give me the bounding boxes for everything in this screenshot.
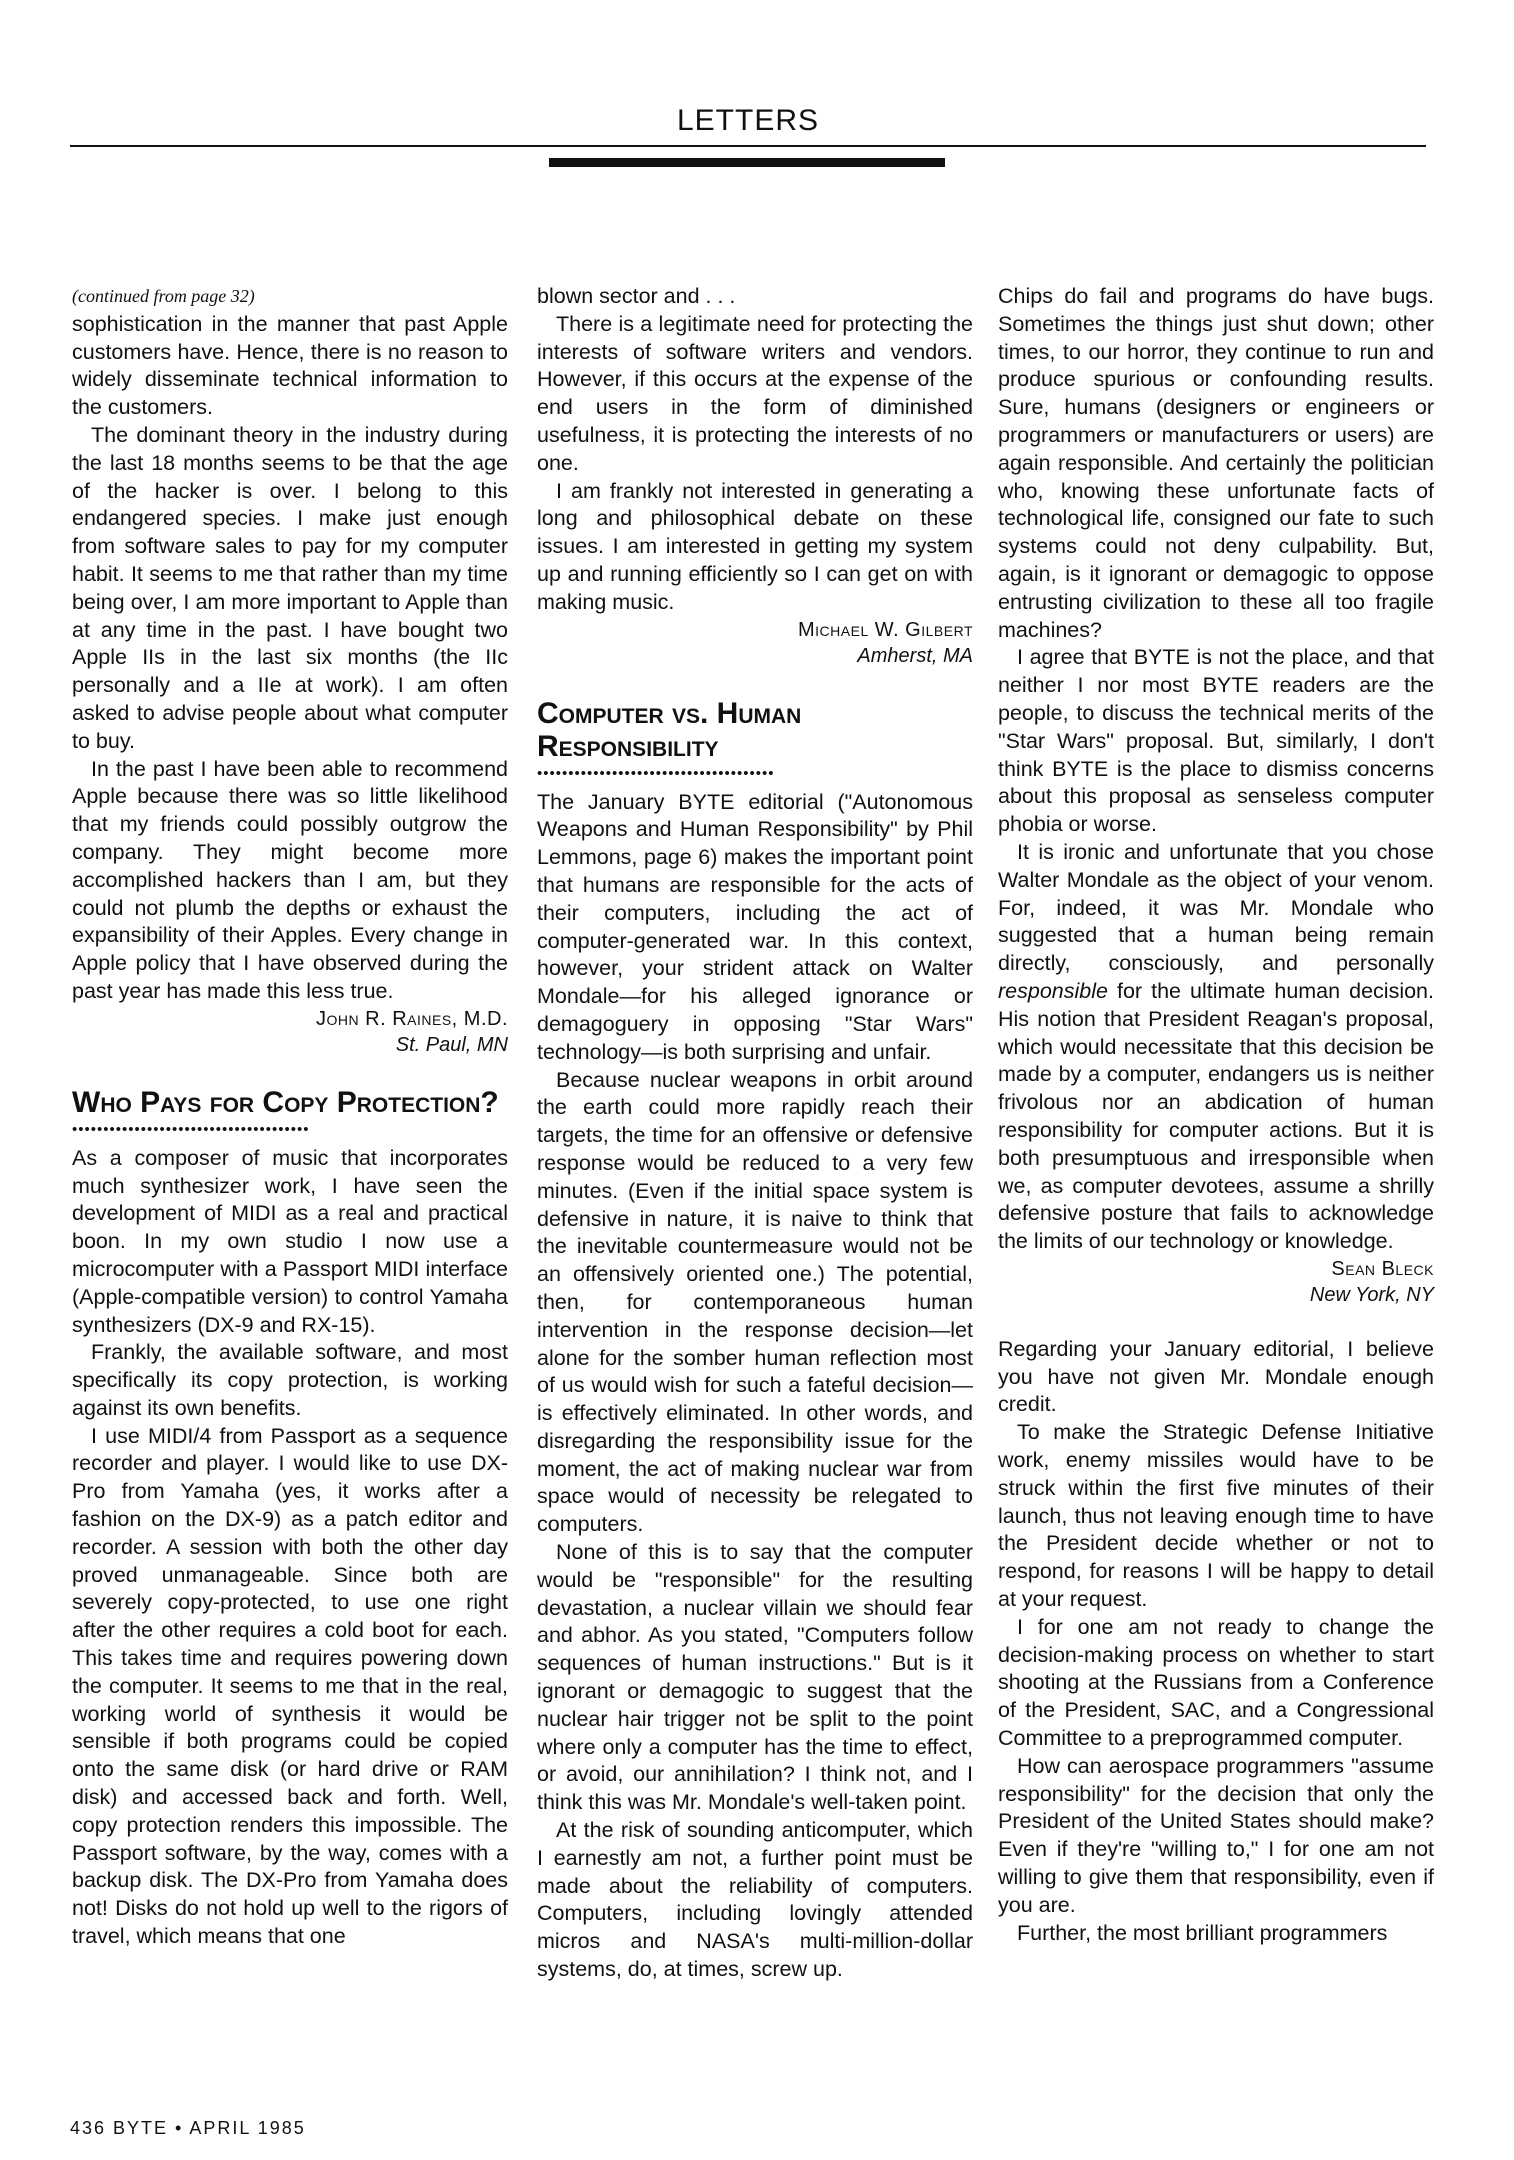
paragraph — [998, 839, 1434, 1256]
signature-place: New York, NY — [1309, 1283, 1434, 1306]
heading-dots: •••••••••••••••••••••••••••••••••••••• — [72, 1120, 310, 1138]
paragraph: I for one am not ready to change the decision-making process on whether to start shooting at the Russians from a Conference of the President, SAC, and a Congressional Committee to a preprogrammed computer. — [998, 1614, 1434, 1751]
page-footer: 436 BYTE • APRIL 1985 — [70, 2118, 306, 2138]
letter-heading: Computer vs. Human Responsibility — [537, 696, 802, 763]
paragraph: Chips do fail and programs do have bugs. Sometimes the things just shut down; other times, to our horror, they continue to run and produce spurious or confounding results. Sure, humans (designers or engineers or programmers or manufacturers or users) are again responsible. And certainly the politician who, knowing these unfortunate facts of technological life, consigned our fate to such systems could not deny culpability. But, again, is it ignorant or demagogic to oppose entrusting civilization to these all too fragile machines? — [998, 284, 1434, 642]
paragraph: Frankly, the available software, and most specifically its copy protection, is working against its own benefits. — [72, 1340, 508, 1420]
paragraph: None of this is to say that the computer would be "responsible" for the resulting devastation, a nuclear villain we should fear and abhor. As you stated, "Computers follow sequences of human instructions." But is it ignorant or demagogic to suggest that the nuclear hair trigger not be split to the point where only a computer has the time to effect, or avoid, our annihilation? I think not, and I think this was Mr. Mondale's well-taken point. — [537, 1540, 973, 1815]
paragraph: How can aerospace programmers "assume responsibility" for the decision that only the President of the United States should make? Even if they're "willing to," I for one am not willing to give them that responsibility, even if you are. — [998, 1753, 1434, 1917]
paragraph: In the past I have been able to recommend Apple because there was so little likelihood that my friends could possibly outgrow the company. They might become more accomplished hackers than I am, but they could not plumb the depths or exhaust the expansibility of their Apples. Every change in Apple policy that I have observed during the past year has made this less true. — [72, 756, 508, 1003]
section-header: LETTERS — [676, 104, 820, 137]
header-bar — [549, 158, 945, 167]
signature-name: John R. Raines, M.D. — [315, 1007, 508, 1030]
spacer — [998, 1308, 1434, 1336]
paragraph: Because nuclear weapons in orbit around the earth could more rapidly reach their targets, the time for an offensive or defensive response would be reduced to a very few minutes. (Even if the initial space system is defensive in nature, it is naive to think that the inevitable countermeasure would not be an offensively oriented one.) The potential, then, for contemporaneous human intervention in the response decision—let alone for the somber human reflection most of us would wish for such a fateful decision—is effectively eliminated. In other words, and disregarding the responsibility issue for the moment, the act of making nuclear war from space would of necessity be relegated to computers. — [537, 1067, 973, 1537]
continued-note: (continued from page 32) — [72, 286, 255, 306]
paragraph: Regarding your January editorial, I believe you have not given Mr. Mondale enough credit. — [998, 1336, 1434, 1417]
paragraph: I use MIDI/4 from Passport as a sequence recorder and player. I would like to use DX-Pro from Yamaha (yes, it works after a fashion on the DX-9) as a patch editor and recorder. A session with both the other day proved unmanageable. Since both are severely copy-protected, to use one right after the other requires a cold boot for each. This takes time and requires powering down the computer. It seems to me that in the real, working world of synthesis it would be sensible if both programs could be copied onto the same disk (or hard drive or RAM disk) and accessed back and forth. Well, copy protection renders this impossible. The Passport software, by the way, comes with a backup disk. The DX-Pro from Yamaha does not! Disks do not hold up well to the rigors of travel, which means that one — [72, 1423, 508, 1949]
paragraph: blown sector and . . . — [537, 284, 736, 308]
text-run: for the ultimate human decision. His notion that President Reagan's proposal, which would necessitate that this decision be made by a computer, endangers us is neither frivolous nor an abdication of human responsibility for computer actions. But it is both presumptuous and irresponsible when we, as computer devotees, assume a shrilly defensive posture that fails to acknowledge the limits of our technology or knowledge. — [998, 978, 1434, 1254]
paragraph: The January BYTE editorial ("Autonomous Weapons and Human Responsibility" by Phil Lemmons, page 6) makes the important point that humans are responsible for the acts of their computers, including the act of computer-generated war. In this context, however, your strident attack on Walter Mondale—for his alleged ignorance or demagoguery in opposing "Star Wars" technology—is both surprising and unfair. — [537, 789, 973, 1064]
paragraph: There is a legitimate need for protecting the interests of software writers and vendors. However, if this occurs at the expense of the end users in the form of diminished usefulness, it is protecting the interests of no one. — [537, 311, 973, 475]
paragraph: As a composer of music that incorporates much synthesizer work, I have seen the development of MIDI as a real and practical boon. In my own studio I now use a microcomputer with a Passport MIDI interface (Apple-compatible version) to control Yamaha synthesizers (DX-9 and RX-15). — [72, 1145, 508, 1337]
signature — [537, 617, 973, 669]
paragraph: To make the Strategic Defense Initiative work, enemy missiles would have to be struck within the first five minutes of their launch, thus not leaving enough time to have the President decide whether or not to respond, for reasons I will be happy to detail at your request. — [998, 1420, 1434, 1612]
text-run: It is ironic and unfortunate that you chose Walter Mondale as the object of your venom. For, indeed, it was Mr. Mondale who suggested that a human being remain directly, consciously, and personally — [998, 839, 1434, 976]
signature-name: Michael W. Gilbert — [798, 618, 973, 641]
signature-place: Amherst, MA — [857, 644, 973, 667]
paragraph: sophistication in the manner that past Apple customers have. Hence, there is no reason to widely disseminate technical information to the customers. — [72, 311, 508, 420]
heading-dots: •••••••••••••••••••••••••••••••••••••• — [537, 764, 775, 782]
paragraph: At the risk of sounding anticomputer, which I earnestly am not, a further point must be made about the reliability of computers. Computers, including lovingly attended micros and NASA's multi-million-dollar systems, do, at times, screw up. — [537, 1818, 973, 1982]
paragraph: I am frankly not interested in generating a long and philosophical debate on these issues. I am interested in getting my system up and running efficiently so I can get on with making music. — [537, 478, 973, 614]
paragraph: I agree that BYTE is not the place, and that neither I nor most BYTE readers are the people, to discuss the technical merits of the "Star Wars" proposal. But, similarly, I don't think BYTE is the place to dismiss concerns about this proposal as senseless computer phobia or worse. — [998, 645, 1434, 837]
signature-name: Sean Bleck — [1331, 1257, 1434, 1280]
header-rule — [70, 145, 1426, 147]
column-3 — [998, 283, 1434, 1947]
signature-place: St. Paul, MN — [395, 1033, 508, 1056]
signature — [998, 1256, 1434, 1308]
letter-heading: Who Pays for Copy Protection? — [72, 1085, 499, 1119]
paragraph: The dominant theory in the industry during the last 18 months seems to be that the age of the hacker is over. I belong to this endangered species. I make just enough from software sales to pay for my computer habit. It seems to me that rather than my time being over, I am more important to Apple than at any time in the past. I have bought two Apple IIs in the last six months (the IIc personally and a IIe at work). I am often asked to advise people about what computer to buy. — [72, 422, 508, 753]
column-1 — [72, 283, 508, 1951]
emphasis: responsible — [998, 978, 1108, 1003]
paragraph: Further, the most brilliant programmers — [1017, 1920, 1388, 1945]
signature — [72, 1006, 508, 1058]
column-2 — [537, 283, 973, 1984]
